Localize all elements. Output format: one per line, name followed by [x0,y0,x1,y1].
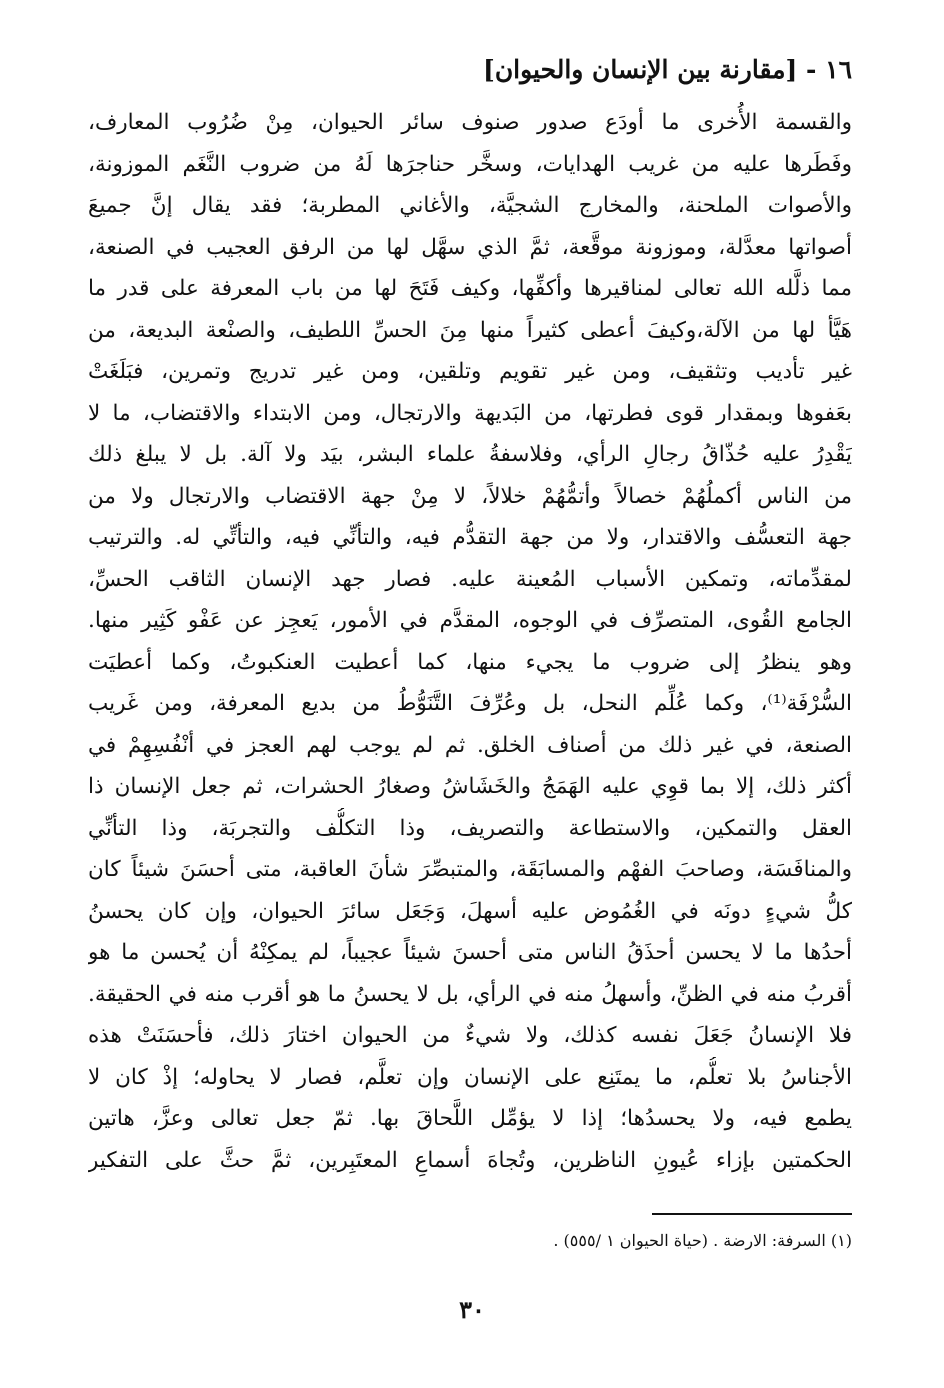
text-line: وفَطَرها عليه من غريب الهدايات، وسخَّر حناجرَها لَهُ من ضروب النَّغَم الموزونة، [88,151,852,177]
text-line: كلُّ شيءٍ دونَه في الغُمُوض عليه أسهلَ، وَجَعَل سائرَ الحيوان، وإن كان يحسنُ [88,898,852,924]
text-line: هَيَّأ لها من الآلة،وكيفَ أعطى كثيراً منها مِنَ الحسِّ اللطيف، والصنْعة البديعة، من [88,317,852,343]
text-line: السُّرْفَة⁽¹⁾، وكما عُلِّم النحل، بل وعُرِّفَ التَّنَوُّطُ من بديع المعرفة، ومن غَريب [88,691,852,716]
text-line: مما ذلَّله الله تعالى لمناقيرها وأكفِّها، وكيف فَتَحَ لها من باب المعرفة على قدر ما [88,276,852,301]
text-line: أكثر ذلك، إلا بما قوِي عليه الهَمَجُ والخَشَاشُ وصغارُ الحشرات، ثم جعل الإنسان ذا [88,774,852,799]
text-line: جهة التعسُّف والاقتدار، ولا من جهة التقدُّم فيه، والتأنِّي فيه، والتأتِّي له. والترتيب [88,525,852,550]
text-line: من الناس أكملُهُمْ خصالاً وأتمُّهُمْ خلالاً، لا مِنْ جهة الاقتضاب والارتجال ولا من [88,483,852,509]
text-line: يَقْدِرُ عليه حُذّاقُ رجالِ الرأي، وفلاسفةُ علماء البشر، بيَد ولا آلة. بل لا يبلغ ذلك [88,442,852,467]
text-line: والقسمة الأُخرى ما أودَع صدور صنوف سائر الحيوان، مِنْ ضُرُوب المعارف، [88,110,852,135]
text-line: والأصوات الملحنة، والمخارج الشجيَّة، والأغاني المطربة؛ فقد يقال إنَّ جميعَ [88,193,852,218]
text-line: أحدُها ما لا يحسن أحذَقُ الناس متى أحسنَ شيئاً عجيباً، لم يمكِنْهُ أن يُحسن ما هو [88,940,852,965]
text-line: أقربُ منه في الظنِّ، وأسهلُ منه في الرأي، بل لا يحسنُ ما هو أقرب منه في الحقيقة. [88,981,852,1007]
footnote: (١) السرفة: الارضة . (حياة الحيوان ١ /٥٥٥) . [553,1231,852,1250]
text-line: الجامع القُوى، المتصرِّف في الوجوه، المقدَّم في الأمور، يَعجِز عن عَفْو كَثِير منها. [88,608,852,633]
text-line: يطمع فيه، ولا يحسدُها؛ إذا لا يؤمِّل اللَّحاقَ بها. ثمّ جعل تعالى وعزَّ، هاتين [88,1106,852,1131]
text-line: بعَفوها وبمقدار قوى فطرتها، من البَديهة والارتجال، ومن الابتداء والاقتضاب، ما لا [88,400,852,426]
text-line: الحكمتين بإزاء عُيونِ الناظرين، وتُجاهَ أسماعِ المعتَبِرين، ثمَّ حثَّ على التفكير [88,1147,852,1173]
text-line: العقل والتمكين، والاستطاعة والتصريف، وذا التكلُّف والتجربَة، وذا التأنِّي [88,815,852,841]
footnote-divider [652,1213,852,1215]
text-line: والمنافَسَة، وصاحبَ الفهْم والمسابَقَة، والمتبصِّرَ شأنَ العاقبة، متى أحسَنَ شيئاً كان [88,857,852,882]
text-line: لمقدِّماته، وتمكين الأسباب المُعينة عليه. فصار جهد الإنسان الثاقب الحسِّ، [88,566,852,592]
section-heading: ١٦ - [مقارنة بين الإنسان والحيوان] [482,55,852,84]
text-line: غير تأديب وتثقيف، ومن غير تقويم وتلقين، ومن غير تدريج وتمرين، فبَلَغَتْ [88,359,852,384]
page-number: ٣٠ [459,1295,485,1324]
text-line: الصنعة، في غير ذلك من أصناف الخلق. ثم لم يوجب لهم العجز في أنْفُسِهِمْ في [88,732,852,758]
text-line: الأجناسُ بلا تعلُّم، ما يمتَنِع على الإنسان وإن تعلَّم، فصار لا يحاوله؛ إذْ كان لا [88,1064,852,1090]
main-text [88,102,852,1181]
text-line: فلا الإنسانُ جَعَلَ نفسه كذلك، ولا شيءٌ من الحيوان اختارَ ذلك، فأحسَنَتْ هذه [88,1023,852,1048]
text-line: وهو ينظرُ إلى ضروب ما يجيء منها، كما أعطيت العنكبوتُ، وكما أعطيَت [88,649,852,675]
text-line: أصواتها معدَّلة، وموزونة موقَّعة، ثمَّ الذي سهَّل لها من الرفق العجيب في الصنعة، [88,234,852,260]
